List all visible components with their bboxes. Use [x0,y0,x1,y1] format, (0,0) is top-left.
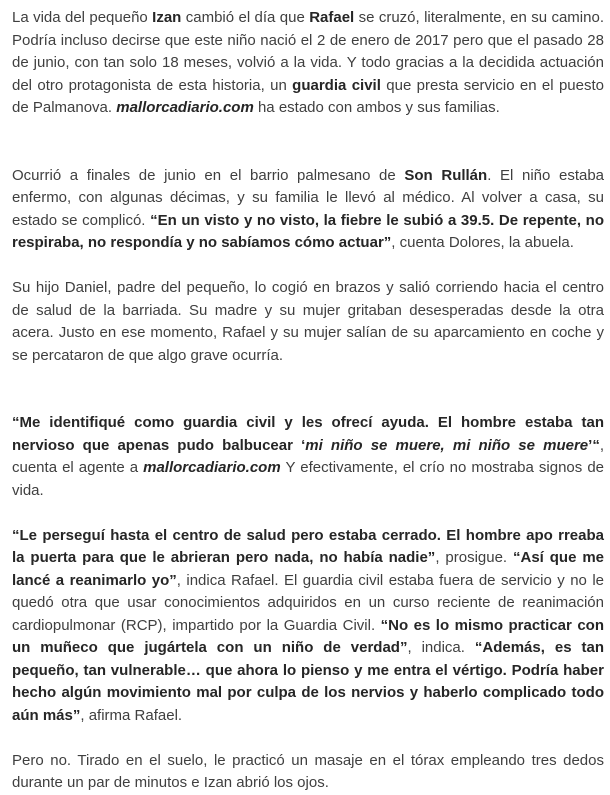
text-run: Y efectivamente, el crío no mostraba signos de vida. [12,459,604,499]
paragraph-6 [12,750,604,795]
text-run: , indica Rafael. El guardia civil estaba fuera de servicio y no le quedó otra que usar conocimientos adquiridos en un curso reciente de reanimación cardiopulmonar (RCP), impartido por la Guardia Civil. [12,571,604,634]
paragraph-3 [12,277,604,367]
quote-italic: mi niño se muere, mi niño se muere [305,436,589,454]
quote: “No es lo mismo practicar con un muñeco que jugártela con un niño de verdad” [12,616,605,656]
name-izan: Izan [152,9,182,26]
publication-name: mallorcadiario.com [116,99,254,116]
text-run: , cuenta Dolores, la abuela. [391,234,574,251]
quote: “Así que me lancé a reanimarlo yo” [12,549,604,589]
text-run: cambió el día que [181,9,310,26]
quote-close: ’“ [588,436,600,454]
text-run: Su hijo Daniel, padre del pequeño, lo cogió en brazos y salió corriendo hacia el centro de salud de la barriada. Su madre y su mujer gritaban desesperadas desde la otra acera. Justo en ese momento, Rafael y su mujer salían de su aparcamiento en coche y se percataron de que algo grave ocurría. [12,279,604,364]
text-run: ha estado con ambos y sus familias. [253,99,500,116]
text-run: Pero no. Tirado en el suelo, le practicó un masaje en el tórax empleando tres dedos durante un par de minutos e Izan abrió los ojos. [12,751,604,791]
text-run: , indica. [407,639,475,656]
quote: “Le perseguí hasta el centro de salud pero estaba cerrado. El hombre apo rreaba la puerta para que le abrieran pero nada, no había nadie” [12,526,604,566]
quote: “En un visto y no visto, la fiebre le subió a 39.5. De repente, no respiraba, no respondía y no sabíamos cómo actuar” [12,211,604,251]
text-run: , afirma Rafael. [80,706,183,724]
text-run: Ocurrió a finales de junio en el barrio palmesano de [12,166,405,184]
article-body [12,7,604,795]
paragraph-4 [12,412,604,502]
neighborhood-name: Son Rullán [404,166,488,184]
quote: “Además, es tan pequeño, tan vulnerable… que ahora lo pienso y me entra el vértigo. Podría haber hecho algún movimiento mal por culpa de los nervios y haberlo complicado todo aún más” [12,639,604,724]
text-run: , cuenta el agente a [12,436,604,476]
paragraph-2 [12,165,604,255]
text-run: . El niño estaba enfermo, con algunas décimas, y su familia le llevó al médico. Al volver a casa, su estado se complicó. [12,166,605,229]
paragraph-5 [12,525,604,728]
quote: “Me identifiqué como guardia civil y les ofrecí ayuda. El hombre estaba tan nervioso que apenas pudo balbucear ‘ [12,414,604,454]
text-run: La vida del pequeño [12,9,153,26]
text-run: , prosigue. [435,549,513,566]
text-run: que presta servicio en el puesto de Palmanova. [12,76,604,116]
paragraph-1 [12,7,604,120]
publication-name: mallorcadiario.com [143,459,281,476]
text-run: se cruzó, literalmente, en su camino. Podría incluso decirse que este niño nació el 2 de enero de 2017 pero que el pasado 28 de junio, con tan solo 18 meses, volvió a la vida. Y todo gracias a la decidida actuación del otro protagonista de esta historia, un [12,9,604,94]
name-rafael: Rafael [309,9,355,26]
guardia-civil-emphasis: guardia civil [292,76,381,94]
